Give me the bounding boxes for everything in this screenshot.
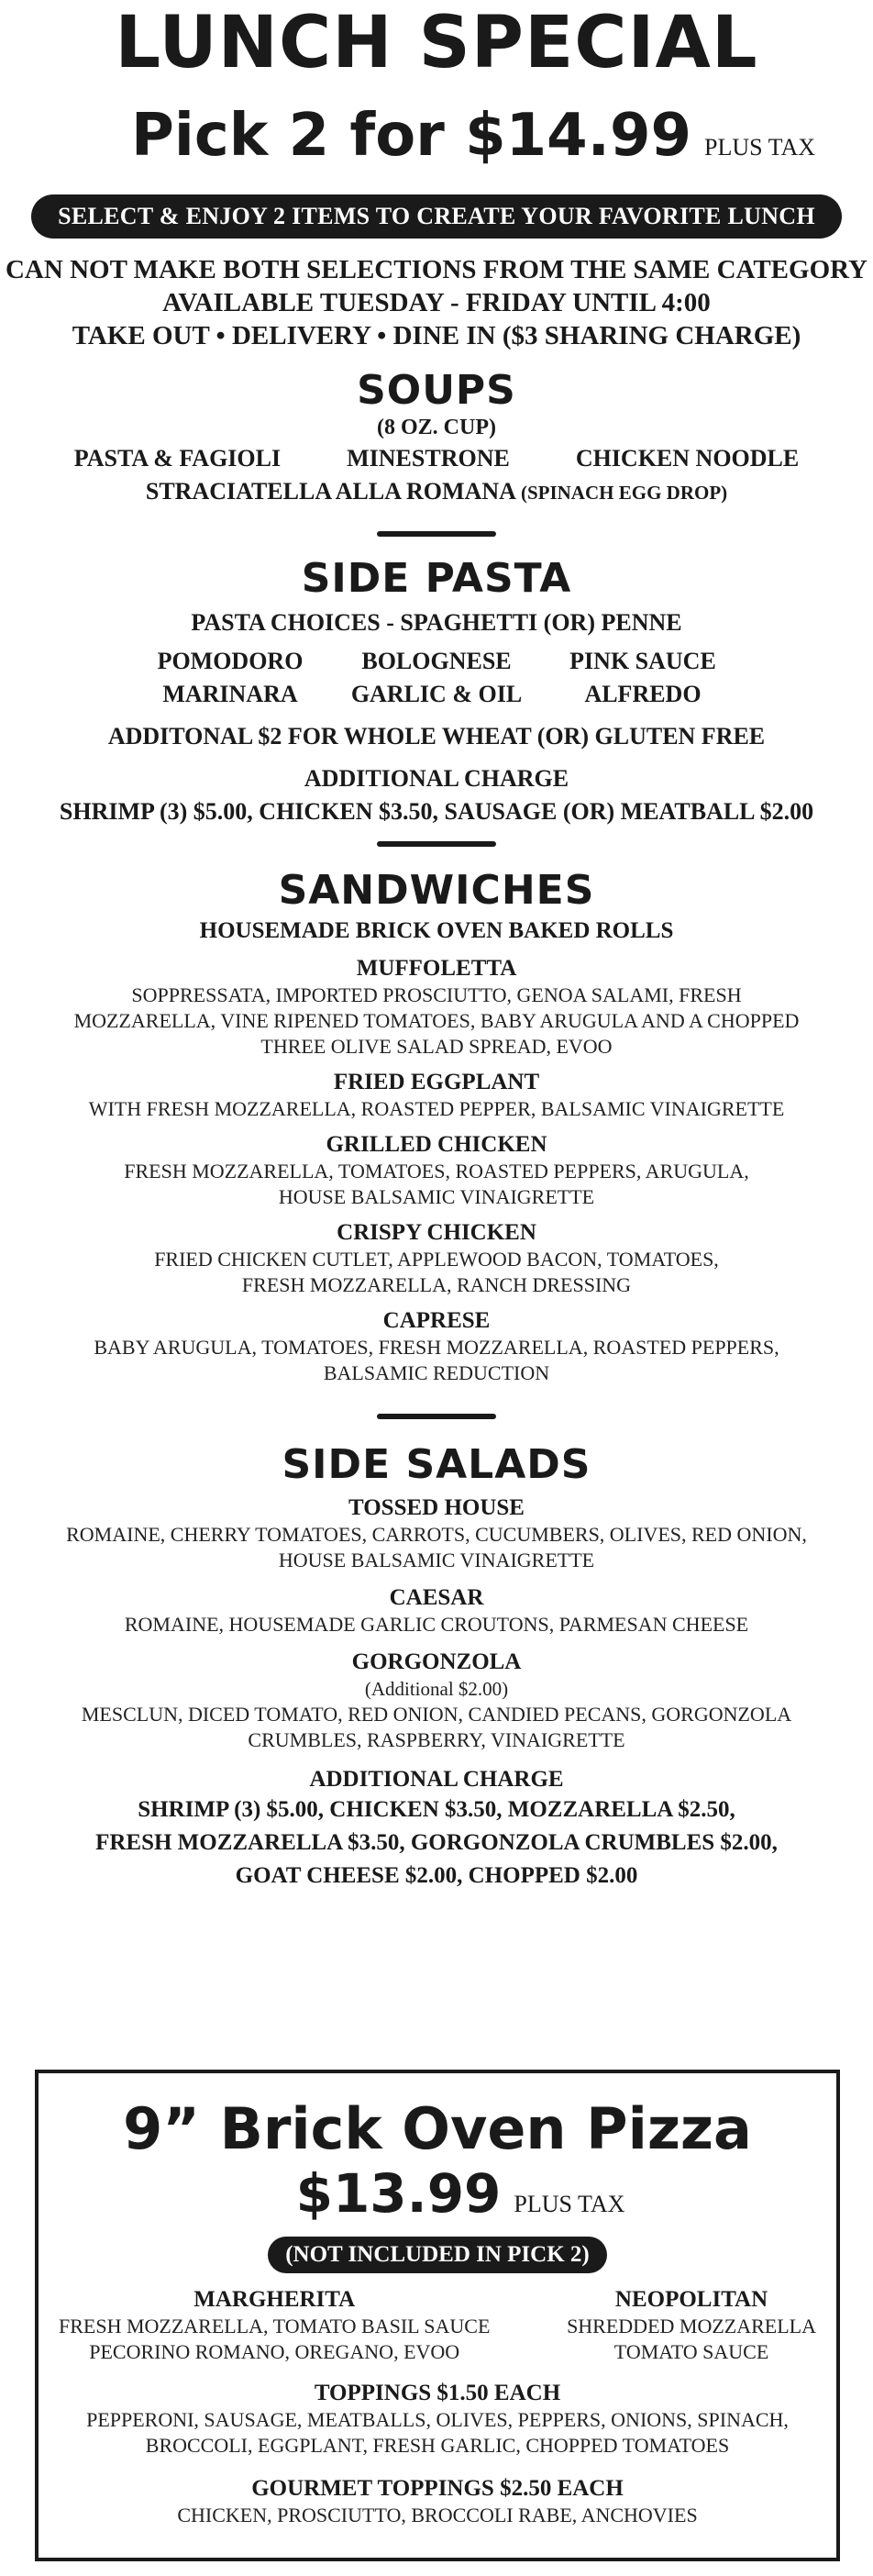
toppings [39, 2380, 836, 2459]
sandwich-item [0, 1069, 873, 1122]
sandwich-item [0, 1219, 873, 1298]
divider [377, 531, 496, 537]
salad-desc: MESCLUN, DICED TOMATO, RED ONION, CANDIED PECANS, GORGONZOLA [81, 1703, 792, 1726]
pick-row [0, 102, 873, 170]
pasta-choices: PASTA CHOICES - SPAGHETTI (OR) PENNE [191, 609, 682, 636]
salad-name: CAESAR [389, 1585, 484, 1610]
soup-size: (8 OZ. CUP) [377, 416, 496, 439]
sandwich-name: MUFFOLETTA [356, 956, 517, 981]
salad-desc: ROMAINE, CHERRY TOMATOES, CARROTS, CUCUMBERS, OLIVES, RED ONION, [66, 1523, 807, 1546]
sauce-item: GARLIC & OIL [350, 681, 523, 707]
pasta-sauces [0, 645, 873, 711]
plus-tax-label: PLUS TAX [514, 2191, 625, 2217]
sauce-item: ALFREDO [584, 681, 702, 707]
sandwich-name: CRISPY CHICKEN [337, 1220, 536, 1245]
rule-line: CAN NOT MAKE BOTH SELECTIONS FROM THE SAME CATEGORY [5, 255, 867, 284]
salads-section [0, 1441, 873, 1893]
pasta-additional-text: SHRIMP (3) $5.00, CHICKEN $3.50, SAUSAGE (OR) MEATBALL $2.00 [59, 798, 814, 825]
soups-heading: SOUPS [357, 367, 516, 414]
sandwiches-section [0, 867, 873, 1386]
salad-additional-line: GOAT CHEESE $2.00, CHOPPED $2.00 [235, 1863, 638, 1888]
salad-additional-line: SHRIMP (3) $5.00, CHICKEN $3.50, MOZZARELLA $2.50, [138, 1797, 735, 1822]
soup-item: MINESTRONE [347, 445, 510, 472]
salad-item [0, 1494, 873, 1573]
not-included-badge: (NOT INCLUDED IN PICK 2) [268, 2237, 607, 2273]
sandwiches-sub: HOUSEMADE BRICK OVEN BAKED ROLLS [199, 918, 674, 943]
plus-tax-label: PLUS TAX [704, 134, 816, 161]
pizza-desc: SHREDDED MOZZARELLA [567, 2315, 816, 2337]
salad-name: GORGONZOLA [351, 1649, 522, 1674]
divider [377, 841, 496, 847]
rules [0, 253, 873, 352]
sandwich-desc: BABY ARUGULA, TOMATOES, FRESH MOZZARELLA, ROASTED PEPPERS, [94, 1336, 779, 1359]
divider [377, 1414, 496, 1419]
sandwiches-heading: SANDWICHES [278, 867, 595, 914]
sandwich-name: GRILLED CHICKEN [326, 1132, 547, 1157]
sandwich-desc: MOZZARELLA, VINE RIPENED TOMATOES, BABY ARUGULA AND A CHOPPED [73, 1009, 800, 1032]
sandwich-desc: FRIED CHICKEN CUTLET, APPLEWOOD BACON, TOMATOES, [154, 1248, 719, 1271]
salad-additional [0, 1766, 873, 1893]
soup-items [0, 442, 873, 475]
pizza-desc: PECORINO ROMANO, OREGANO, EVOO [89, 2340, 460, 2363]
soups-section [0, 367, 873, 509]
salad-desc: HOUSE BALSAMIC VINAIGRETTE [278, 1549, 595, 1571]
rule-line: AVAILABLE TUESDAY - FRIDAY UNTIL 4:00 [162, 288, 711, 317]
soup-note: (SPINACH EGG DROP) [520, 482, 728, 504]
pick-2-price: Pick 2 for $14.99 [130, 102, 692, 170]
pizza-name: MARGHERITA [193, 2287, 356, 2312]
soup-item: CHICKEN NOODLE [575, 445, 800, 472]
pizza-price: $13.99 [295, 2162, 502, 2225]
sandwich-item [0, 955, 873, 1060]
gourmet-toppings [39, 2475, 836, 2528]
pizza-desc: TOMATO SAUCE [613, 2340, 769, 2363]
sauce-item: POMODORO [157, 648, 304, 674]
pasta-additional-heading: ADDITIONAL CHARGE [304, 765, 569, 792]
sandwich-name: CAPRESE [382, 1308, 491, 1333]
sandwich-desc: THREE OLIVE SALAD SPREAD, EVOO [260, 1035, 613, 1058]
pizza-desc: FRESH MOZZARELLA, TOMATO BASIL SAUCE [59, 2315, 491, 2337]
pizza-neopolitan [567, 2286, 816, 2365]
pizza-box [35, 2070, 840, 2561]
sandwich-desc: BALSAMIC REDUCTION [323, 1361, 550, 1384]
soup-last [0, 475, 873, 509]
sandwich-name: FRIED EGGPLANT [333, 1070, 540, 1094]
sandwich-desc: WITH FRESH MOZZARELLA, ROASTED PEPPER, BALSAMIC VINAIGRETTE [88, 1097, 785, 1120]
sandwich-desc: SOPPRESSATA, IMPORTED PROSCIUTTO, GENOA SALAMI, FRESH [131, 983, 742, 1006]
toppings-line: PEPPERONI, SAUSAGE, MEATBALLS, OLIVES, PEPPERS, ONIONS, SPINACH, [86, 2408, 789, 2431]
side-pasta-section [0, 555, 873, 828]
pizza-name: NEOPOLITAN [614, 2287, 768, 2312]
salad-item [0, 1649, 873, 1753]
salad-name: TOSSED HOUSE [348, 1495, 525, 1520]
pizza-columns [39, 2286, 836, 2365]
gourmet-line: CHICKEN, PROSCIUTTO, BROCCOLI RABE, ANCHOVIES [177, 2504, 698, 2526]
whole-wheat-note: ADDITONAL $2 FOR WHOLE WHEAT (OR) GLUTEN FREE [107, 723, 766, 749]
sauce-item: BOLOGNESE [361, 648, 512, 674]
header [0, 0, 873, 352]
toppings-line: BROCCOLI, EGGPLANT, FRESH GARLIC, CHOPPED TOMATOES [145, 2434, 730, 2457]
salad-note: (Additional $2.00) [364, 1678, 509, 1700]
sandwich-desc: HOUSE BALSAMIC VINAIGRETTE [278, 1185, 595, 1208]
sandwich-item [0, 1307, 873, 1386]
rule-line: TAKE OUT • DELIVERY • DINE IN ($3 SHARING CHARGE) [72, 321, 801, 350]
pizza-margherita [59, 2286, 490, 2365]
sandwich-item [0, 1131, 873, 1210]
salad-additional-heading: ADDITIONAL CHARGE [309, 1767, 564, 1792]
gourmet-heading: GOURMET TOPPINGS $2.50 EACH [251, 2476, 624, 2501]
pizza-price-row [39, 2162, 836, 2225]
sauce-item: PINK SAUCE [569, 648, 716, 674]
salad-item [0, 1584, 873, 1638]
sauce-item: MARINARA [162, 681, 298, 707]
toppings-heading: TOPPINGS $1.50 EACH [314, 2381, 561, 2405]
soup-item: STRACIATELLA ALLA ROMANA [145, 478, 515, 505]
salad-additional-line: FRESH MOZZARELLA $3.50, GORGONZOLA CRUMBLES $2.00, [95, 1830, 778, 1855]
select-banner: SELECT & ENJOY 2 ITEMS TO CREATE YOUR FAVORITE LUNCH [31, 194, 842, 239]
salad-desc: ROMAINE, HOUSEMADE GARLIC CROUTONS, PARMESAN CHEESE [124, 1613, 749, 1636]
soup-item: PASTA & FAGIOLI [73, 445, 282, 472]
page-title: LUNCH SPECIAL [115, 2, 758, 84]
salads-heading: SIDE SALADS [282, 1441, 591, 1488]
sandwich-desc: FRESH MOZZARELLA, RANCH DRESSING [241, 1273, 632, 1296]
pizza-title: 9” Brick Oven Pizza [123, 2095, 752, 2162]
salad-desc: CRUMBLES, RASPBERRY, VINAIGRETTE [248, 1728, 625, 1751]
side-pasta-heading: SIDE PASTA [301, 555, 572, 602]
sandwich-desc: FRESH MOZZARELLA, TOMATOES, ROASTED PEPPERS, ARUGULA, [124, 1160, 749, 1183]
